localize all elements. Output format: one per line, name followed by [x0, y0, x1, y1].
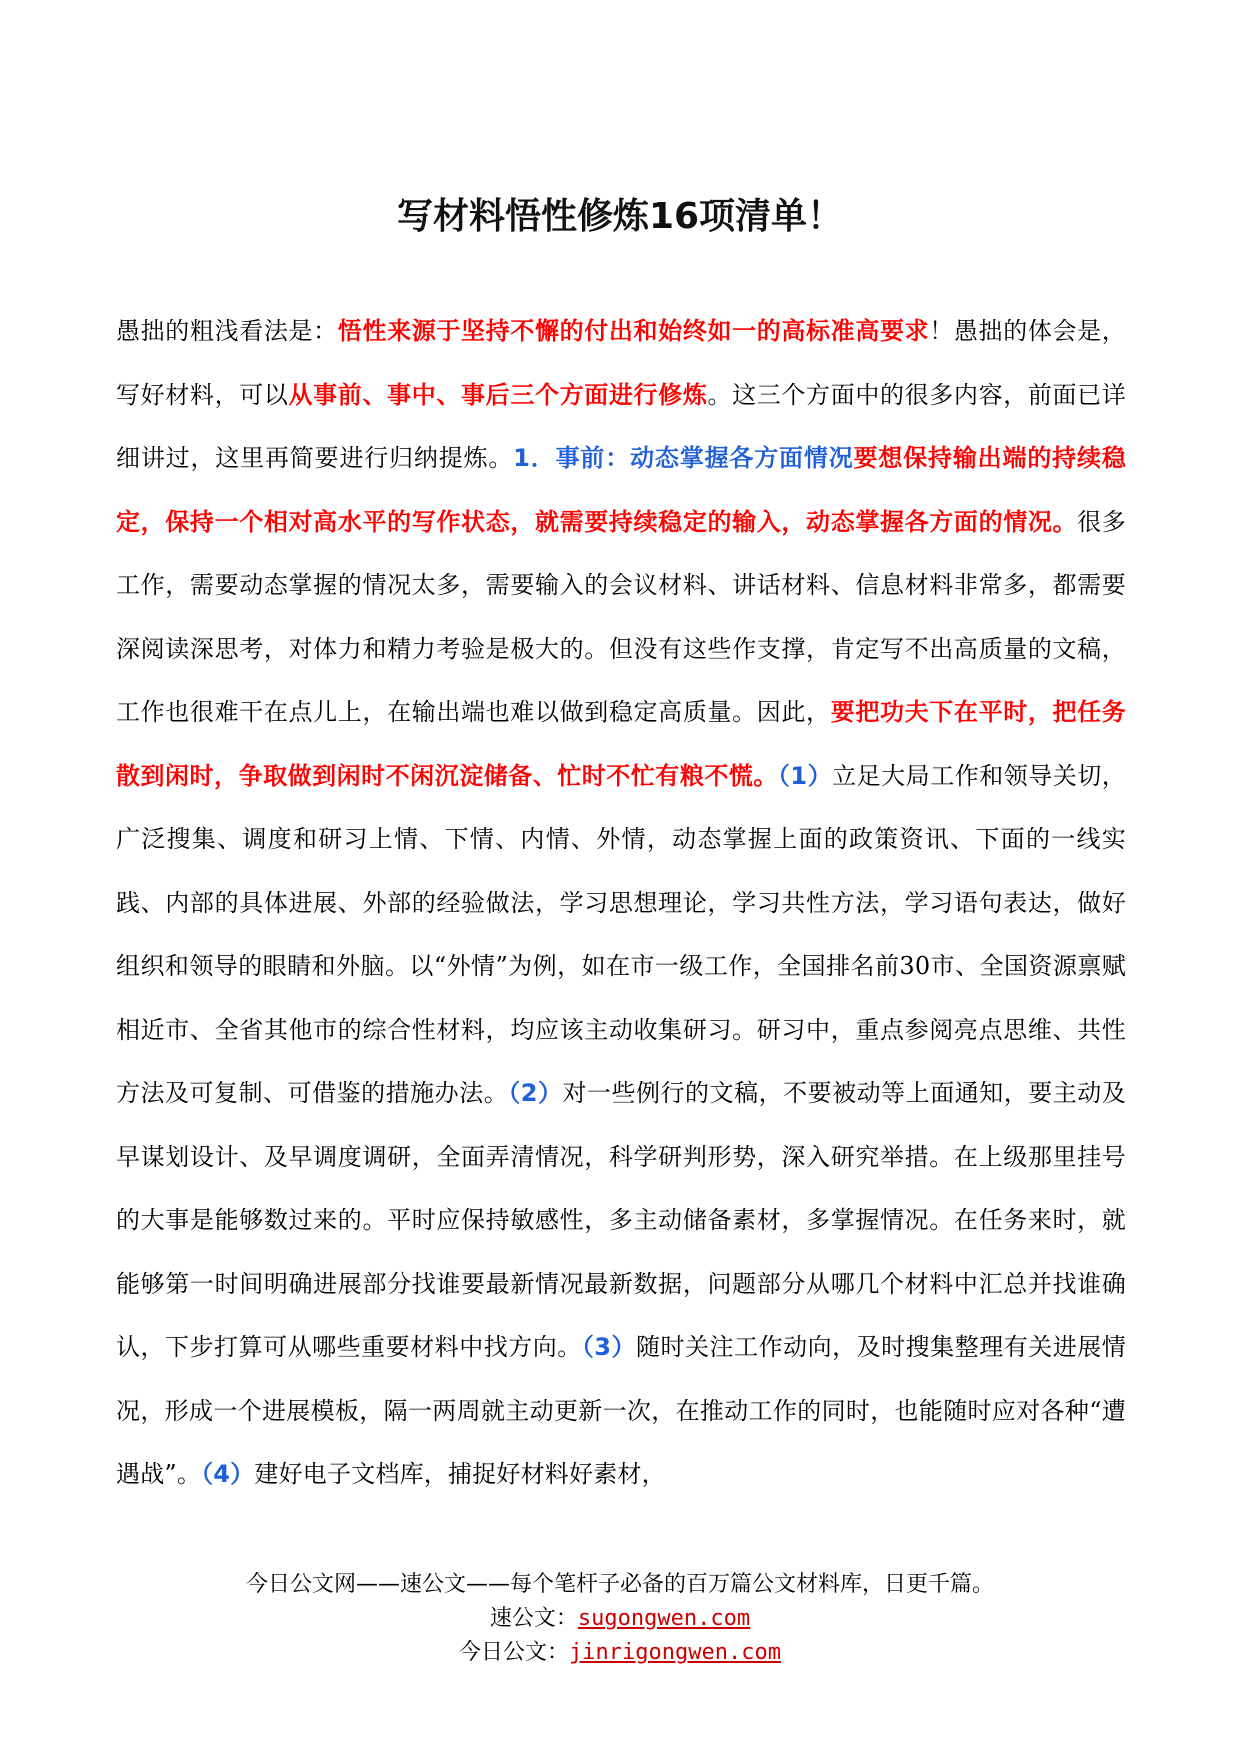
footer-jinrigongwen-line: [0, 1636, 1240, 1670]
footer: [0, 1568, 1240, 1670]
emphasis-run: 要想保持输出端的持续稳定，保持一个相对高水平的写作状态，就需要持续稳定的输入，动态掌握各方面的情况。: [116, 444, 1127, 536]
text-run: 随时关注工作动向，及时搜集整理有关进展情况，形成一个进展模板，隔一两周就主动更新一次，在推动工作的同时，也能随时应对各种“遭遇战”。: [116, 1333, 1126, 1488]
document-title: 写材料悟性修炼16项清单！: [396, 196, 844, 237]
footer-jinrigongwen-label: 今日公文：: [459, 1640, 570, 1665]
emphasis-run: 要把功夫下在平时，把任务散到闲时，争取做到闲时不闲沉淀储备、忙时不忙有粮不慌。: [116, 698, 1126, 790]
text-run: 立足大局工作和领导关切，广泛搜集、调度和研习上情、下情、内情、外情，动态掌握上面的政策资讯、下面的一线实践、内部的具体进展、外部的经验做法，学习思想理论，学习共性方法，学习语句表达，做好组织和领导的眼睛和外脑。以“外情”为例，如在市一级工作，全国排名前30市、全国资源禀赋相近市、全省其他市的综合性材料，均应该主动收集研习。研习中，重点参阅亮点思维、共性方法及可复制、可借鉴的措施办法。: [116, 761, 1126, 1107]
text-run: ！愚拙的体会是，写好材料，可以: [116, 317, 1126, 409]
heading-run: （4）: [201, 1460, 255, 1488]
heading-run: （2）: [508, 1079, 563, 1107]
body-paragraph: [116, 300, 1126, 1507]
heading-run: （1）: [777, 761, 833, 790]
text-run: 很多工作，需要动态掌握的情况太多，需要输入的会议材料、讲话材料、信息材料非常多，都需要深阅读深思考，对体力和精力考验是极大的。但没有这些作支撑，肯定写不出高质量的文稿，工作也很难干在点儿上，在输出端也难以做到稳定高质量。因此，: [116, 507, 1127, 726]
footer-sugongwen-line: [0, 1602, 1240, 1636]
heading-run: 1．事前：动态掌握各方面情况: [513, 444, 854, 472]
heading-run: （3）: [581, 1333, 637, 1361]
footer-sugongwen-label: 速公文：: [489, 1606, 578, 1631]
text-run: 愚拙的粗浅看法是：: [116, 317, 338, 345]
emphasis-run: 悟性来源于坚持不懈的付出和始终如一的高标准高要求: [337, 317, 930, 345]
text-run: 对一些例行的文稿，不要被动等上面通知，要主动及早谋划设计、及早调度调研，全面弄清情况，科学研判形势，深入研究举措。在上级那里挂号的大事是能够数过来的。平时应保持敏感性，多主动储备素材，多掌握情况。在任务来时，就能够第一时间明确进展部分找谁要最新情况最新数据，问题部分从哪几个材料中汇总并找谁确认，下步打算可从哪些重要材料中找方向。: [116, 1079, 1126, 1361]
jinrigongwen-link[interactable]: jinrigongwen.com: [569, 1640, 781, 1665]
sugongwen-link[interactable]: sugongwen.com: [577, 1606, 751, 1631]
text-run: 。这三个方面中的很多内容，前面已详细讲过，这里再简要进行归纳提炼。: [116, 380, 1126, 472]
footer-tagline: 今日公文网——速公文——每个笔杆子必备的百万篇公文材料库，日更千篇。: [245, 1572, 994, 1597]
text-run: 建好电子文档库，捕捉好材料好素材，: [254, 1460, 666, 1488]
emphasis-run: 从事前、事中、事后三个方面进行修炼: [288, 380, 708, 409]
